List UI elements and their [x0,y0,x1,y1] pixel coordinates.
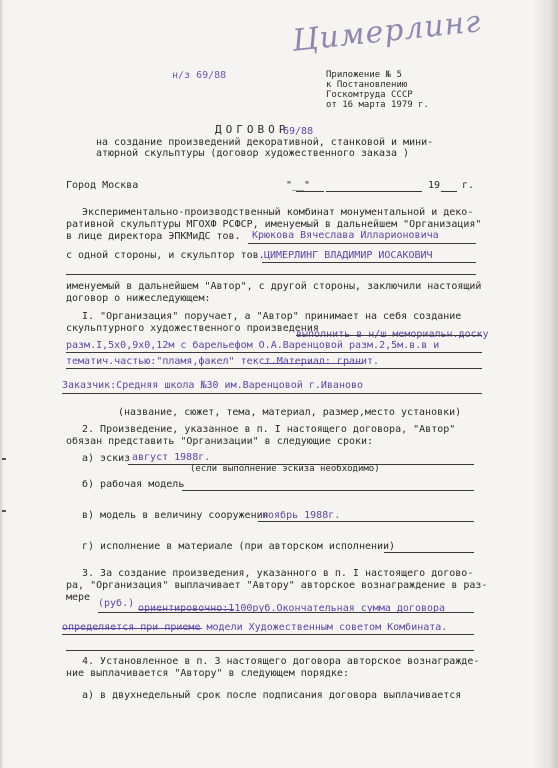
term-sketch-value: август 1988г. [132,452,211,463]
section3-blank-1 [98,612,474,613]
city-label: Город Москва [66,180,139,191]
intro-line-1: Экспериментально-производственный комбинат монументальной и деко- [82,207,474,218]
appendix-line-2: к Постановлению [326,80,408,90]
term-sketch-note: (если выполнение эскиза необходимо) [190,464,380,474]
term-model-label: б) рабочая модель [82,479,185,490]
intro-blank-line [66,274,476,275]
section3-rub: (руб.) [98,598,135,609]
section1-line-2: скульптурного художественного произведения [66,323,319,334]
section3-handwritten-1: ориентировочно:1100руб.Окончательная сумма договора [138,603,446,614]
section2-line-2: обязан представить "Организации" в следующие сроки: [66,436,374,447]
section3-line-2: ра, "Организация" выплачивает "Автору" авторское вознаграждение в раз- [66,580,488,591]
intro-line-4: с одной стороны, и скульптор тов. [66,250,265,261]
intro-line-2: ративной скульптуры МГОХФ РСФСР, именуемый в дальнейшем "Организация" [66,219,482,230]
year-suffix: г. [462,180,475,191]
section1-line-1: I. "Организация" поручает, а "Автор" принимает на себя создание [82,311,462,322]
year-label: 19 [428,180,441,191]
section2-line-1: 2. Произведение, указанное в п. I настоящего договора, "Автор" [82,424,456,435]
sculptor-line [262,262,476,263]
term-material-label: г) исполнение в материале (при авторском исполнении) [82,541,396,552]
director-name: Крюкова Вячеслава Илларионовича [252,230,439,241]
section1-caption: (название, сюжет, тема, материал, размер,место установки) [118,407,462,418]
intro-line-5: именуемый в дальнейшем "Автор", с другой стороны, заключили настоящий [66,281,482,292]
section1-strike-3 [262,363,362,364]
section3-line-1: 3. За создание произведения, указанного в п. I настоящего догово- [82,568,474,579]
section3-blank-3 [66,650,474,651]
section3-line-3: мере [66,592,91,603]
section3-handwritten-2: определяется при приеме модели Художественным советом Комбината. [62,622,448,633]
section1-handwritten-1: выполнить в н/ш мемориальн.доску [296,329,489,340]
date-placeholder: "__" [286,180,311,191]
section1-blank-1 [296,335,482,336]
section4-line-3: а) в двухнедельный срок после подписания договора выплачивается [82,690,462,701]
section1-handwritten-2: разм.I,5х0,9х0,12м с барельефом О.А.Варенцовой разм.2,5м.в.в и [66,340,440,351]
term-fullscale-label: в) модель в величину сооружения [82,510,269,521]
director-line [248,243,476,244]
year-line [441,191,457,192]
section3-strike-1 [138,609,234,610]
section1-blank-3 [66,368,482,369]
section4-line-2: ние выплачивается "Автору" в следующем порядке: [66,668,349,679]
subtitle-line-2: атюрной скульптуры (договор художественного заказа ) [96,148,410,159]
intro-line-3: в лице директора ЭПКМиДС тов. [66,231,241,242]
section3-strike-2 [62,628,202,629]
term-material-line [384,552,474,553]
section1-blank-4 [62,393,482,394]
term-sketch-label: а) эскиз [82,453,131,464]
section3-blank-2 [62,634,474,635]
document-title: ДОГОВОР [215,123,290,136]
date-day-line [296,191,324,192]
section1-handwritten-4: Заказчик:Средняя школа №30 им.Варенцовой г.Иваново [62,380,364,391]
margin-mark [2,510,6,512]
term-fullscale-line [258,521,474,522]
subtitle-line-1: на создание произведений декоративной, станковой и мини- [96,137,434,148]
section1-handwritten-3: тематич.частью:"пламя,факел" текст.Материал: гранит. [66,356,380,367]
reference-number: н/з 69/88 [172,70,227,81]
term-model-line [182,490,474,491]
margin-mark [2,458,6,460]
page-left-edge [0,0,4,768]
handwritten-signature: Цимерлинг [290,4,483,59]
page-edge-shadow [532,0,558,768]
appendix-line-3: Госкомтруда СССР [326,90,413,100]
sculptor-name: ЦИМЕРЛИНГ ВЛАДИМИР ИОСАКОВИЧ [264,250,433,261]
appendix-line-4: от 16 марта 1979 г. [326,100,429,110]
appendix-line-1: Приложение № 5 [326,70,402,80]
term-fullscale-value: ноябрь 1988г. [262,510,341,521]
date-month-line [326,191,422,192]
section1-blank-2 [66,352,482,353]
intro-line-6: договор о нижеследующем: [66,293,211,304]
title-handwritten-number: 69/88 [283,126,314,137]
section4-line-1: 4. Установленное в п. 3 настоящего договора авторское вознагражде- [82,656,480,667]
